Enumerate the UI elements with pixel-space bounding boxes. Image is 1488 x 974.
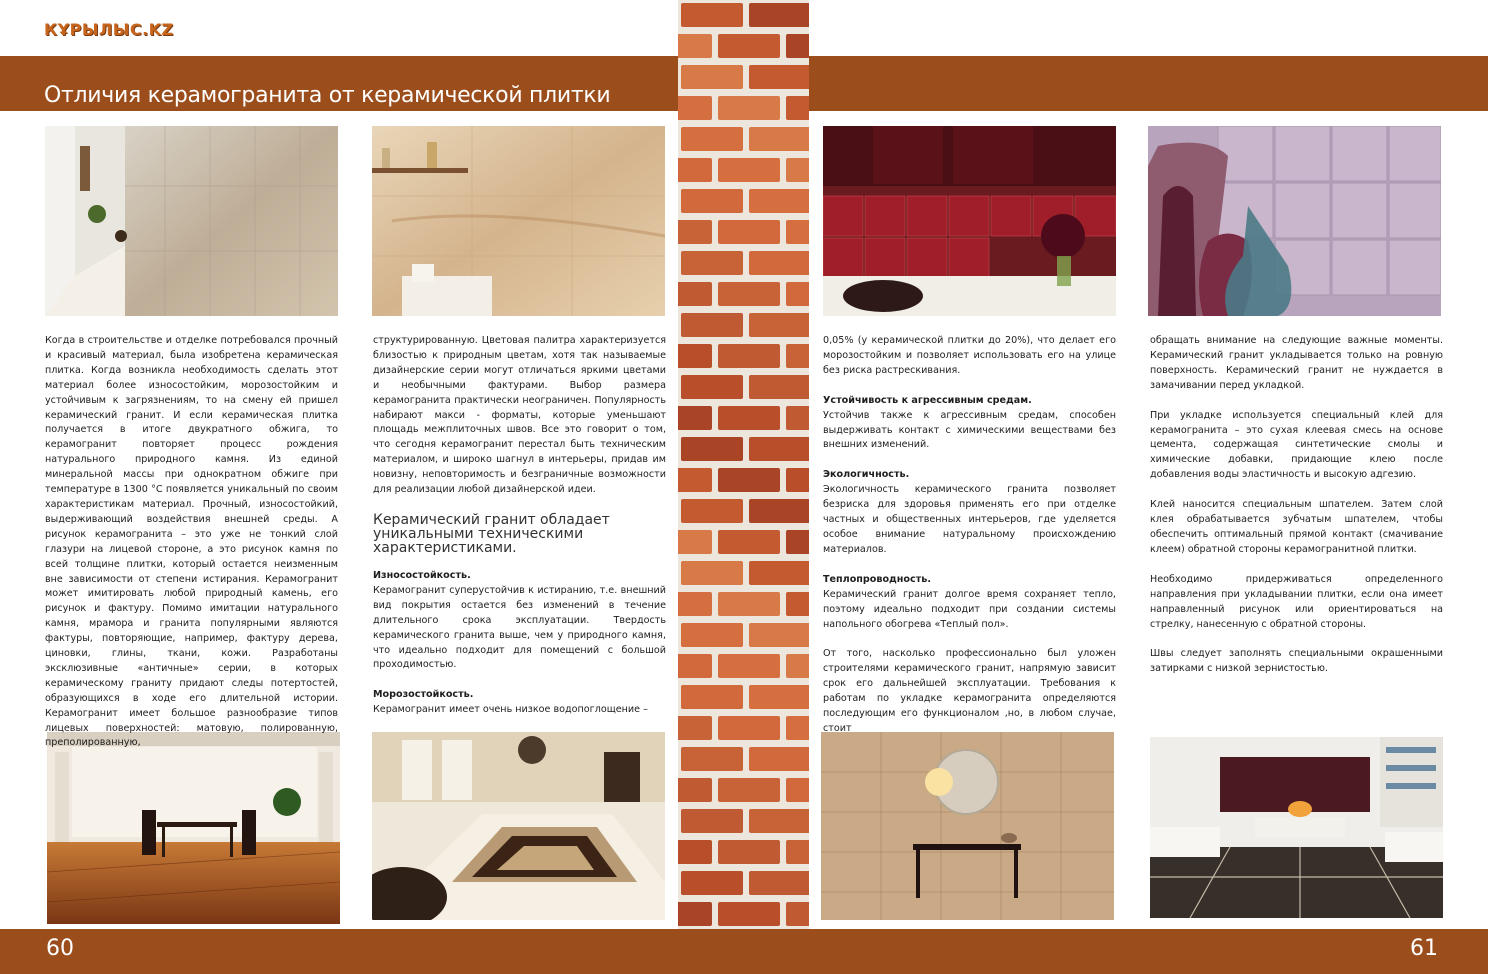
paragraph: 0,05% (у керамической плитки до 20%), что делает его морозостойким и позволяет использовать его на улице без риска растрескивания. [823,335,1116,376]
brick [786,902,809,926]
brick [681,313,743,337]
brick [786,468,809,492]
brick [786,592,809,616]
page-number-right: 61 [1410,936,1438,961]
brick [718,406,780,430]
brick [749,685,809,709]
brick [718,778,780,802]
brick [681,437,743,461]
brick [678,716,712,740]
brick [678,654,712,678]
paragraph: Когда в строительстве и отделке потребовался прочный и красивый материал, была изобретена керамическая плитка. Когда возникла необходимость сделать этот материал более износостойким, морозостойким и устойчивым к загрязнениям, то на смену ей пришел керамический гранит. И если керамическая плитка получается в итоге двукратного обжига, то керамогранит повторяет процесс рождения натурального природного камня. Из единой минеральной массы при однократном обжиге при температуре в 1300 °С появляется уникальный по своим характеристикам материал. Прочный, износостойкий, выдерживающий воздействия внешней среды. А рисунок керамогранита – это уже не тонкий слой глазури на лицевой стороне, а это рисунок камня по всей толщине плитки, который остается неизменным вне зависимости от степени истирания. Керамогранит может имитировать любой природный камень, его рисунок и фактуру. Помимо имитации натурального камня, мрамора и гранита популярными являются фактуры, повторяющие, например, фактуру дерева, циновки, глины, ткани, кожи. Разработаны эксклюзивные «античные» серии, в которых керамическому граниту придают следы потертостей, образующихся в ходе его длительной истории. Керамогранит имеет большое разнообразие типов лицевых поверхностей: матовую, полированную, преполированную, [45,335,338,749]
brick [678,406,712,430]
paragraph: Клей наносится специальным шпателем. Затем слой клея обрабатывается зубчатым шпателем, чтобы обеспечить оптимальный прямой контакт (смачивание клеем) обратной стороны керамогранитной плитки. [1150,499,1443,555]
brick [749,499,809,523]
pull-quote: Керамический гранит обладает уникальными техническими характеристиками. [373,511,610,556]
brick [681,375,743,399]
brick [678,530,712,554]
brick [718,34,780,58]
paragraph: Керамический гранит долгое время сохраняет тепло, поэтому идеально подходит при создании системы напольного обогрева «Теплый пол». [823,588,1116,630]
text-column-2 [373,334,666,733]
brick [718,468,780,492]
brick [786,654,809,678]
photo-vases [1148,126,1441,316]
brick [678,592,712,616]
footer-band [0,929,1488,974]
brick [749,437,809,461]
brick [681,3,743,27]
brick [681,747,743,771]
brick [749,189,809,213]
paragraph: Необходимо придерживаться определенного направления при укладывании плитки, если она имеет направленный рисунок или ориентироваться на стрелку, нанесенную с обратной стороны. [1150,573,1443,630]
paragraph: Швы следует заполнять специальными окрашенными затирками с низкой зернистостью. [1150,648,1443,675]
brick [786,220,809,244]
section-heading: Экологичность. [823,469,910,481]
paragraph: При укладке используется специальный клей для керамогранита – это сухая клеевая смесь на основе цемента, содержащая синтетические смолы и химические добавки, придающие клею после добавления воды эластичность и высокую адгезию. [1150,409,1443,481]
paragraph: От того, насколько профессионально был уложен строителями керамического гранит, напрямую зависит срок его дальнейшей эксплуатации. Требования к работам по укладке керамогранита определяются последующим его функционалом ,но, в любом случае, стоит [823,648,1116,734]
brick [718,902,780,926]
brick [786,530,809,554]
brick [786,406,809,430]
brick [718,158,780,182]
brick [681,65,743,89]
brick [681,189,743,213]
brick [786,34,809,58]
brick [749,251,809,275]
page-number-left: 60 [46,936,74,961]
brick [678,778,712,802]
brick [786,96,809,120]
section-heading: Устойчивость к агрессивным средам. [823,394,1032,406]
article-title: Отличия керамогранита от керамической плитки [44,82,611,108]
brick [786,282,809,306]
brick [749,561,809,585]
brick [678,220,712,244]
brick [749,871,809,895]
brick [749,623,809,647]
brick [718,654,780,678]
brick [786,344,809,368]
brick [786,840,809,864]
photo-living-room-floor [372,732,665,920]
paragraph: Устойчив также к агрессивным средам, способен выдерживать контакт с химическими веществами без внешних изменений. [823,409,1116,451]
photo-bathroom [372,126,665,316]
brick [718,282,780,306]
brick [678,96,712,120]
brick [749,65,809,89]
brick [678,282,712,306]
brick [718,840,780,864]
brick [681,809,743,833]
brick-wall-divider [678,0,809,974]
brick [678,468,712,492]
brick [678,902,712,926]
photo-fireplace [1150,737,1443,918]
brick [678,34,712,58]
text-column-1 [45,334,338,766]
paragraph: Керамогранит имеет очень низкое водопоглощение – [373,704,648,716]
photo-corridor [45,126,338,316]
brick [678,344,712,368]
brick [718,592,780,616]
brick [749,3,809,27]
brick [718,96,780,120]
brick [678,158,712,182]
brick [786,778,809,802]
section-heading: Теплопроводность. [823,573,931,585]
photo-kitchen [823,126,1116,316]
photo-hallway-beige [821,732,1114,920]
brick [718,716,780,740]
paragraph: обращать внимание на следующие важные моменты. Керамический гранит укладывается только на ровную поверхность. Керамический гранит не нуждается в замачивании перед укладкой. [1150,335,1443,391]
brick [681,685,743,709]
brick [749,747,809,771]
brick [718,530,780,554]
brick [749,809,809,833]
brick [786,158,809,182]
magazine-logo: КҰРЫЛЫС.KZ [44,20,174,39]
section-heading: Морозостойкость. [373,689,474,701]
brick [681,251,743,275]
brick [786,716,809,740]
brick [681,623,743,647]
brick [681,561,743,585]
brick [749,127,809,151]
brick [681,871,743,895]
paragraph: Керамогранит суперустойчив к истиранию, т.е. внешний вид покрытия остается без изменений в течение длительного срока эксплуатации. Твердость керамического гранита выше, чем у природного камня, что идеально подходит для помещений с большой проходимостью. [373,584,666,671]
paragraph: структурированную. Цветовая палитра характеризуется близостью к природным цветам, хотя так называемые дизайнерские серии могут отличаться яркими цветами и необычными фактурами. Выбор размера керамогранита практически неограничен. Популярность набирают макси - форматы, которые уменьшают площадь межплиточных швов. Все это говорит о том, что сегодня керамогранит перестал быть техническим материалом, и широко шагнул в интерьеры, придав им новизну, неповторимость и безграничные возможности для реализации любой дизайнерской идеи. [373,335,666,496]
brick [678,840,712,864]
section-heading: Износостойкость. [373,569,471,581]
brick [718,220,780,244]
brick [681,499,743,523]
paragraph: Экологичность керамического гранита позволяет безриска для здоровья применять его при отделке частных и общественных интерьеров, где уделяется особое внимание натуральному происхождению материалов. [823,484,1116,555]
text-column-4 [1150,334,1443,692]
text-column-3 [823,334,1116,752]
brick [749,313,809,337]
brick [749,375,809,399]
brick [681,127,743,151]
brick [718,344,780,368]
